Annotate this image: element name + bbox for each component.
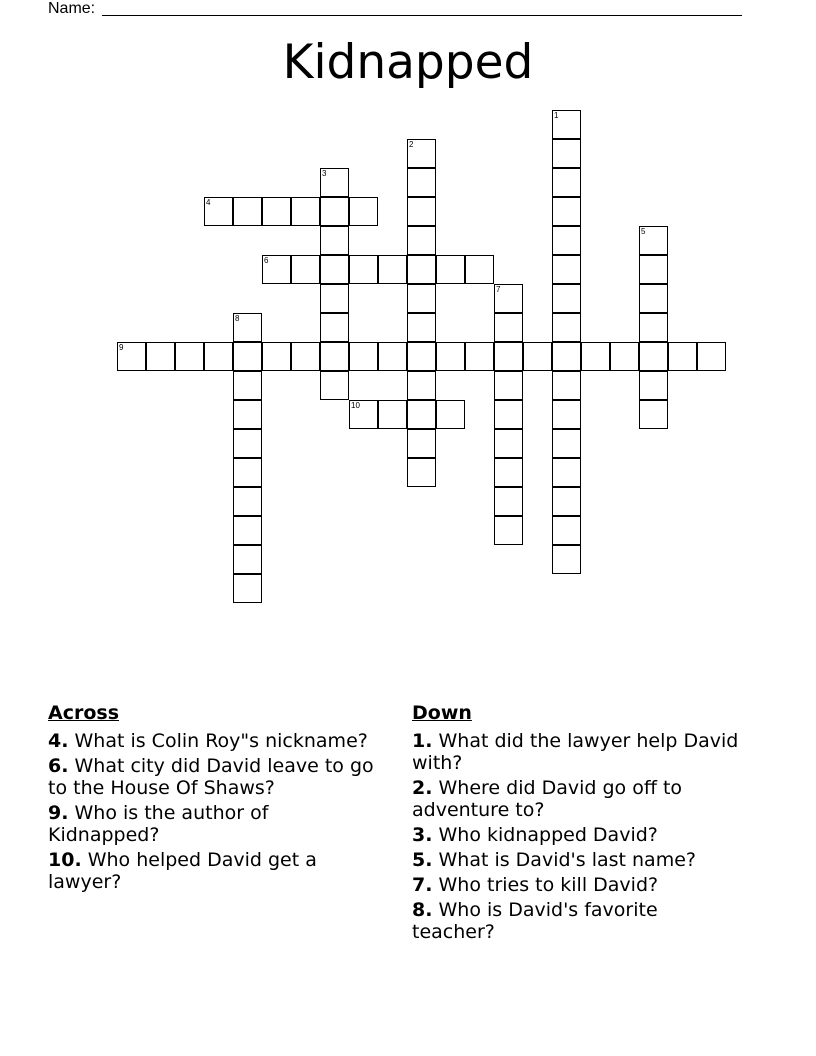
clue-text: Who is the author of Kidnapped? [48, 802, 269, 846]
across-clue-10 [48, 849, 378, 893]
grid-cell[interactable] [320, 342, 349, 371]
grid-cell[interactable] [552, 255, 581, 284]
clue-text: Who tries to kill David? [438, 874, 659, 896]
clue-text: Who kidnapped David? [438, 824, 658, 846]
clue-number: 7. [412, 874, 433, 896]
puzzle-title: Kidnapped [282, 35, 534, 90]
grid-cell[interactable] [552, 168, 581, 197]
clue-number-label: 3 [322, 169, 327, 178]
clue-number: 2. [412, 777, 433, 799]
grid-cell[interactable] [668, 342, 697, 371]
clue-number: 9. [48, 802, 69, 824]
clue-number: 10. [48, 849, 82, 871]
clue-number-label: 5 [641, 227, 646, 236]
grid-cell[interactable] [552, 371, 581, 400]
grid-cell[interactable] [407, 342, 436, 371]
grid-cell[interactable] [552, 545, 581, 574]
grid-cell[interactable] [494, 313, 523, 342]
clue-number: 8. [412, 899, 433, 921]
grid-cell[interactable] [233, 371, 262, 400]
grid-cell[interactable] [349, 342, 378, 371]
grid-cell[interactable] [494, 487, 523, 516]
grid-cell[interactable] [320, 226, 349, 255]
grid-cell[interactable] [407, 226, 436, 255]
grid-cell[interactable] [175, 342, 204, 371]
grid-cell[interactable] [233, 197, 262, 226]
name-label: Name: [48, 0, 96, 17]
grid-cell[interactable] [233, 545, 262, 574]
grid-cell[interactable] [233, 458, 262, 487]
grid-cell[interactable] [291, 255, 320, 284]
grid-cell[interactable] [494, 371, 523, 400]
grid-cell[interactable] [581, 342, 610, 371]
grid-cell[interactable] [407, 255, 436, 284]
grid-cell[interactable] [233, 429, 262, 458]
grid-cell[interactable] [523, 342, 552, 371]
grid-cell[interactable] [378, 342, 407, 371]
grid-cell[interactable] [262, 197, 291, 226]
grid-cell[interactable] [552, 313, 581, 342]
grid-cell[interactable] [639, 342, 668, 371]
clue-text: Who is David's favorite teacher? [412, 899, 658, 943]
clue-number-label: 10 [351, 401, 360, 410]
grid-cell[interactable] [552, 400, 581, 429]
down-clues [412, 702, 742, 946]
down-clue-5 [412, 849, 742, 871]
down-clue-7 [412, 874, 742, 896]
grid-cell[interactable] [494, 342, 523, 371]
grid-cell[interactable] [407, 458, 436, 487]
grid-cell[interactable] [320, 371, 349, 400]
clue-text: What is David's last name? [438, 849, 696, 871]
grid-cell[interactable] [639, 371, 668, 400]
grid-cell[interactable] [320, 313, 349, 342]
grid-cell[interactable] [552, 429, 581, 458]
grid-cell[interactable] [320, 197, 349, 226]
grid-cell[interactable] [291, 342, 320, 371]
grid-cell[interactable] [494, 400, 523, 429]
grid-cell[interactable] [552, 342, 581, 371]
grid-cell[interactable] [436, 255, 465, 284]
grid-cell[interactable] [552, 139, 581, 168]
clue-number-label: 4 [206, 198, 211, 207]
grid-cell[interactable] [494, 516, 523, 545]
across-clue-6 [48, 755, 378, 799]
grid-cell[interactable] [407, 197, 436, 226]
grid-cell[interactable] [552, 458, 581, 487]
down-clue-1 [412, 730, 742, 774]
clue-number: 1. [412, 730, 433, 752]
grid-cell[interactable] [407, 400, 436, 429]
grid-cell[interactable] [349, 197, 378, 226]
grid-cell[interactable] [552, 226, 581, 255]
grid-cell[interactable] [639, 313, 668, 342]
grid-cell[interactable] [407, 313, 436, 342]
grid-cell[interactable] [146, 342, 175, 371]
grid-cell[interactable] [639, 255, 668, 284]
grid-cell[interactable] [349, 255, 378, 284]
down-heading: Down [412, 702, 472, 724]
grid-cell[interactable] [233, 516, 262, 545]
grid-cell[interactable] [552, 284, 581, 313]
clue-text: Where did David go off to adventure to? [412, 777, 683, 821]
grid-cell[interactable] [494, 429, 523, 458]
grid-cell[interactable] [639, 284, 668, 313]
grid-cell[interactable] [697, 342, 726, 371]
grid-cell[interactable] [407, 284, 436, 313]
grid-cell[interactable] [233, 574, 262, 603]
across-clue-4 [48, 730, 378, 752]
grid-cell[interactable] [407, 168, 436, 197]
grid-cell[interactable] [494, 458, 523, 487]
grid-cell[interactable] [552, 487, 581, 516]
clue-text: What is Colin Roy"s nickname? [74, 730, 368, 752]
grid-cell[interactable] [320, 284, 349, 313]
clue-number-label: 6 [264, 256, 269, 265]
grid-cell[interactable] [291, 197, 320, 226]
grid-cell[interactable] [436, 400, 465, 429]
clue-number: 4. [48, 730, 69, 752]
clue-text: What did the lawyer help David with? [412, 730, 739, 774]
grid-cell[interactable] [552, 197, 581, 226]
grid-cell[interactable] [465, 342, 494, 371]
clue-number-label: 8 [235, 314, 240, 323]
grid-cell[interactable] [465, 255, 494, 284]
grid-cell[interactable] [233, 487, 262, 516]
grid-cell[interactable] [320, 255, 349, 284]
grid-cell[interactable] [436, 342, 465, 371]
grid-cell[interactable] [233, 342, 262, 371]
grid-cell[interactable] [233, 400, 262, 429]
grid-cell[interactable] [378, 400, 407, 429]
grid-cell[interactable] [204, 342, 233, 371]
grid-cell[interactable] [407, 371, 436, 400]
down-clue-2 [412, 777, 742, 821]
clue-number: 6. [48, 755, 69, 777]
down-clue-3 [412, 824, 742, 846]
across-heading: Across [48, 702, 120, 724]
clue-number-label: 2 [409, 140, 414, 149]
grid-cell[interactable] [610, 342, 639, 371]
across-clue-9 [48, 802, 378, 846]
clue-number-label: 7 [496, 285, 501, 294]
clue-number-label: 9 [119, 343, 124, 352]
clue-number: 3. [412, 824, 433, 846]
across-clues [48, 702, 378, 896]
clue-text: What city did David leave to go to the House Of Shaws? [48, 755, 374, 799]
down-clue-8 [412, 899, 742, 943]
clue-text: Who helped David get a lawyer? [48, 849, 317, 893]
clue-number: 5. [412, 849, 433, 871]
clue-number-label: 1 [554, 111, 559, 120]
grid-cell[interactable] [639, 400, 668, 429]
grid-cell[interactable] [407, 429, 436, 458]
grid-cell[interactable] [262, 342, 291, 371]
grid-cell[interactable] [378, 255, 407, 284]
grid-cell[interactable] [552, 516, 581, 545]
